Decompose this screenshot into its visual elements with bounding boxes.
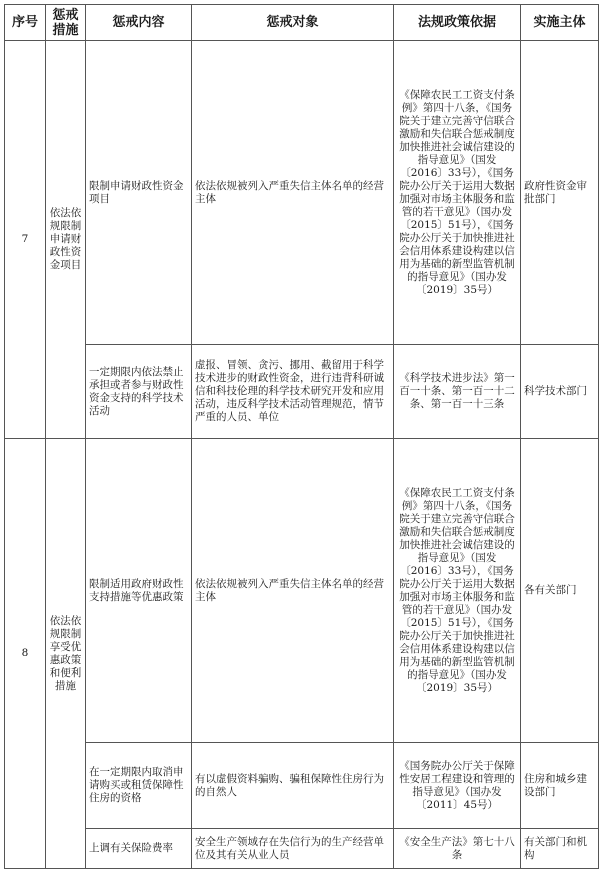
subject-cell: 各有关部门	[521, 439, 599, 743]
header-seq: 序号	[5, 5, 46, 41]
target-cell: 虚报、冒领、贪污、挪用、截留用于科学技术进步的财政性资金，进行违背科研诚信和科技伦理的科学技术研究开发和应用活动，违反科学技术活动管理规范，情节严重的人员、单位	[192, 345, 394, 439]
basis-cell: 《科学技术进步法》第一百一十条、第一百一十二条、第一百一十三条	[394, 345, 521, 439]
header-target: 惩戒对象	[192, 5, 394, 41]
table-row	[5, 41, 599, 345]
content-cell: 一定期限内依法禁止承担或者参与财政性资金支持的科学技术活动	[86, 345, 192, 439]
table-header-row	[5, 5, 599, 41]
content-cell: 限制适用政府财政性支持措施等优惠政策	[86, 439, 192, 743]
measure-cell: 依法依规限制申请财政性资金项目	[46, 41, 86, 439]
table-row	[5, 439, 599, 743]
basis-cell: 《保障农民工工资支付条例》第四十八条，《国务院关于建立完善守信联合激励和失信联合惩戒制度加快推进社会诚信建设的指导意见》（国发〔2016〕33号），《国务院办公厅关于运用大数据加强对市场主体服务和监管的若干意见》（国办发〔2015〕51号），《国务院办公厅关于加快推进社会信用体系建设构建以信用为基础的新型监管机制的指导意见》（国办发〔2019〕35号）	[394, 439, 521, 743]
seq-cell: 7	[5, 41, 46, 439]
target-cell: 有以虚假资料骗购、骗租保障性住房行为的自然人	[192, 743, 394, 829]
subject-cell: 有关部门和机构	[521, 829, 599, 869]
header-content: 惩戒内容	[86, 5, 192, 41]
subject-cell: 政府性资金审批部门	[521, 41, 599, 345]
table-row	[5, 743, 599, 829]
content-cell: 上调有关保险费率	[86, 829, 192, 869]
header-measure: 惩戒措施	[46, 5, 86, 41]
content-cell: 限制申请财政性资金项目	[86, 41, 192, 345]
basis-cell: 《保障农民工工资支付条例》第四十八条，《国务院关于建立完善守信联合激励和失信联合惩戒制度加快推进社会诚信建设的指导意见》（国发〔2016〕33号），《国务院办公厅关于运用大数据加强对市场主体服务和监管的若干意见》（国办发〔2015〕51号），《国务院办公厅关于加快推进社会信用体系建设构建以信用为基础的新型监管机制的指导意见》（国办发〔2019〕35号）	[394, 41, 521, 345]
basis-cell: 《安全生产法》第七十八条	[394, 829, 521, 869]
seq-cell: 8	[5, 439, 46, 869]
target-cell: 依法依规被列入严重失信主体名单的经营主体	[192, 41, 394, 345]
header-subject: 实施主体	[521, 5, 599, 41]
table-row	[5, 345, 599, 439]
content-cell: 在一定期限内取消申请购买或租赁保障性住房的资格	[86, 743, 192, 829]
subject-cell: 住房和城乡建设部门	[521, 743, 599, 829]
measure-cell: 依法依规限制享受优惠政策和便利措施	[46, 439, 86, 869]
basis-cell: 《国务院办公厅关于保障性安居工程建设和管理的指导意见》（国办发〔2011〕45号）	[394, 743, 521, 829]
target-cell: 依法依规被列入严重失信主体名单的经营主体	[192, 439, 394, 743]
header-basis: 法规政策依据	[394, 5, 521, 41]
subject-cell: 科学技术部门	[521, 345, 599, 439]
target-cell: 安全生产领域存在失信行为的生产经营单位及其有关从业人员	[192, 829, 394, 869]
table-row	[5, 829, 599, 869]
punishment-table	[4, 4, 599, 869]
